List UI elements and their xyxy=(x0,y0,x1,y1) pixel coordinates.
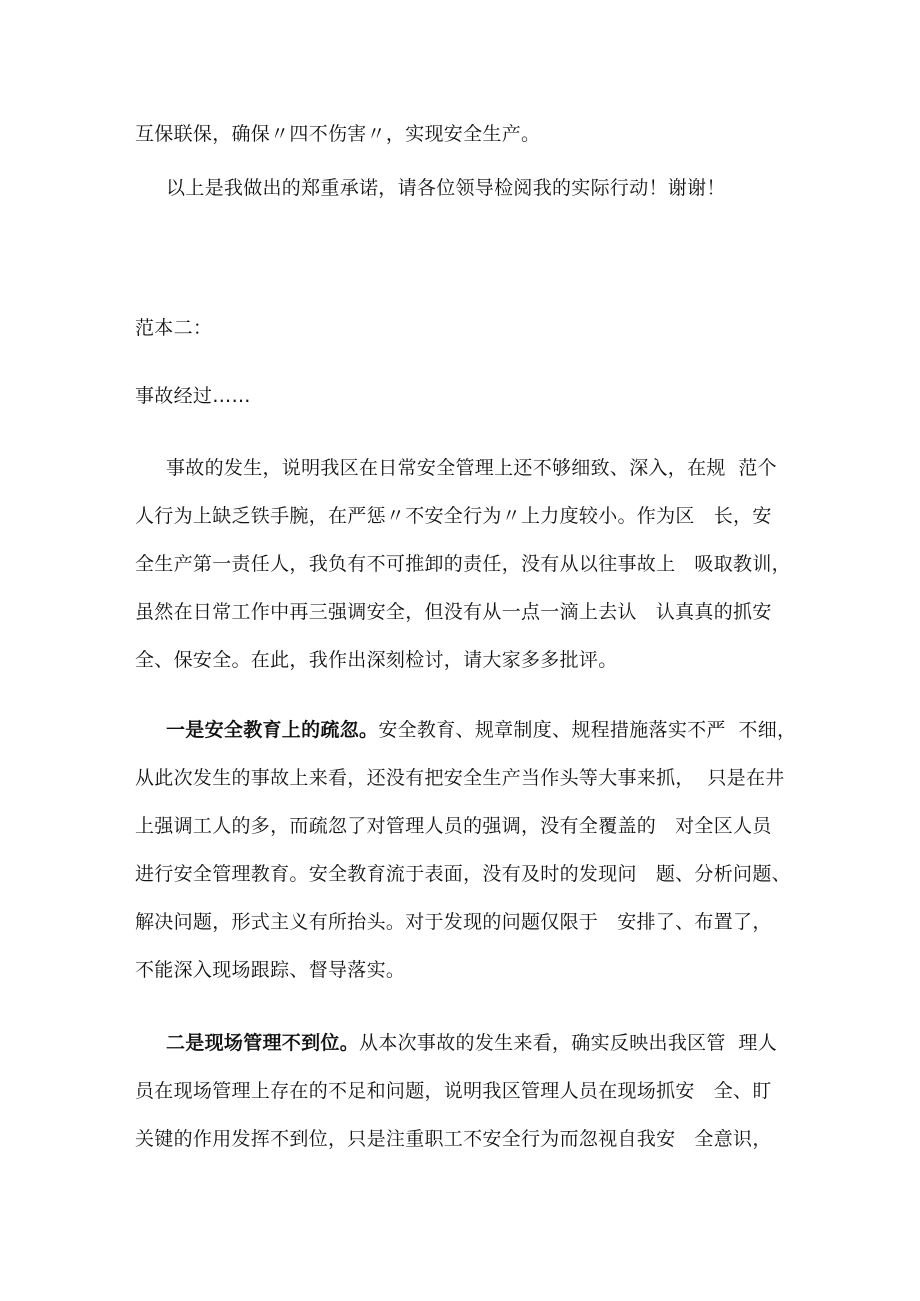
paragraph-line: 以上是我做出的郑重承诺，请各位领导检阅我的实际行动！谢谢！ xyxy=(166,177,726,199)
paragraph-line: 上强调工人的多，而疏忽了对管理人员的强调，没有全覆盖的 对全区人员 xyxy=(135,815,772,837)
paragraph-line: 不能深入现场跟踪、督导落实。 xyxy=(135,959,406,981)
lead-rest: 从本次事故的发生来看，确实反映出我区管 理人 xyxy=(359,1032,777,1054)
paragraph-line: 互保联保，确保〃四不伤害〃，实现安全生产。 xyxy=(135,123,541,145)
paragraph-line: 全、保安全。在此，我作出深刻检讨，请大家多多批评。 xyxy=(135,649,618,671)
section-heading: 范本二： xyxy=(135,317,213,339)
paragraph-line: 员在现场管理上存在的不足和问题，说明我区管理人员在现场抓安 全、盯 xyxy=(135,1080,772,1102)
paragraph-line: 全生产第一责任人，我负有不可推卸的责任，没有从以往事故上 吸取教训， xyxy=(135,553,791,575)
paragraph-line: 人行为上缺乏铁手腕，在严惩〃不安全行为〃上力度较小。作为区 长，安 xyxy=(135,505,772,527)
bold-lead: 一是安全教育上的疏忽。 xyxy=(166,719,379,741)
paragraph-line: 虽然在日常工作中再三强调安全，但没有从一点一滴上去认 认真真的抓安 xyxy=(135,601,772,623)
lead-rest: 安全教育、规章制度、规程措施落实不严 不细， xyxy=(378,719,797,741)
section-heading: 事故经过…… xyxy=(135,385,251,407)
paragraph-line: 事故的发生，说明我区在日常安全管理上还不够细致、深入，在规 范个 xyxy=(166,457,777,479)
paragraph-line: 从此次发生的事故上来看，还没有把安全生产当作头等大事来抓， 只是在井 xyxy=(135,767,785,789)
paragraph-line xyxy=(166,718,796,742)
paragraph-line: 解决问题，形式主义有所抬头。对于发现的问题仅限于 安排了、布置了， xyxy=(135,911,772,933)
bold-lead: 二是现场管理不到位。 xyxy=(166,1032,360,1054)
paragraph-line: 关键的作用发挥不到位，只是注重职工不安全行为而忽视自我安 全意识， xyxy=(135,1128,772,1150)
paragraph-line xyxy=(166,1031,777,1055)
paragraph-line: 进行安全管理教育。安全教育流于表面，没有及时的发现问 题、分析问题、 xyxy=(135,863,791,885)
